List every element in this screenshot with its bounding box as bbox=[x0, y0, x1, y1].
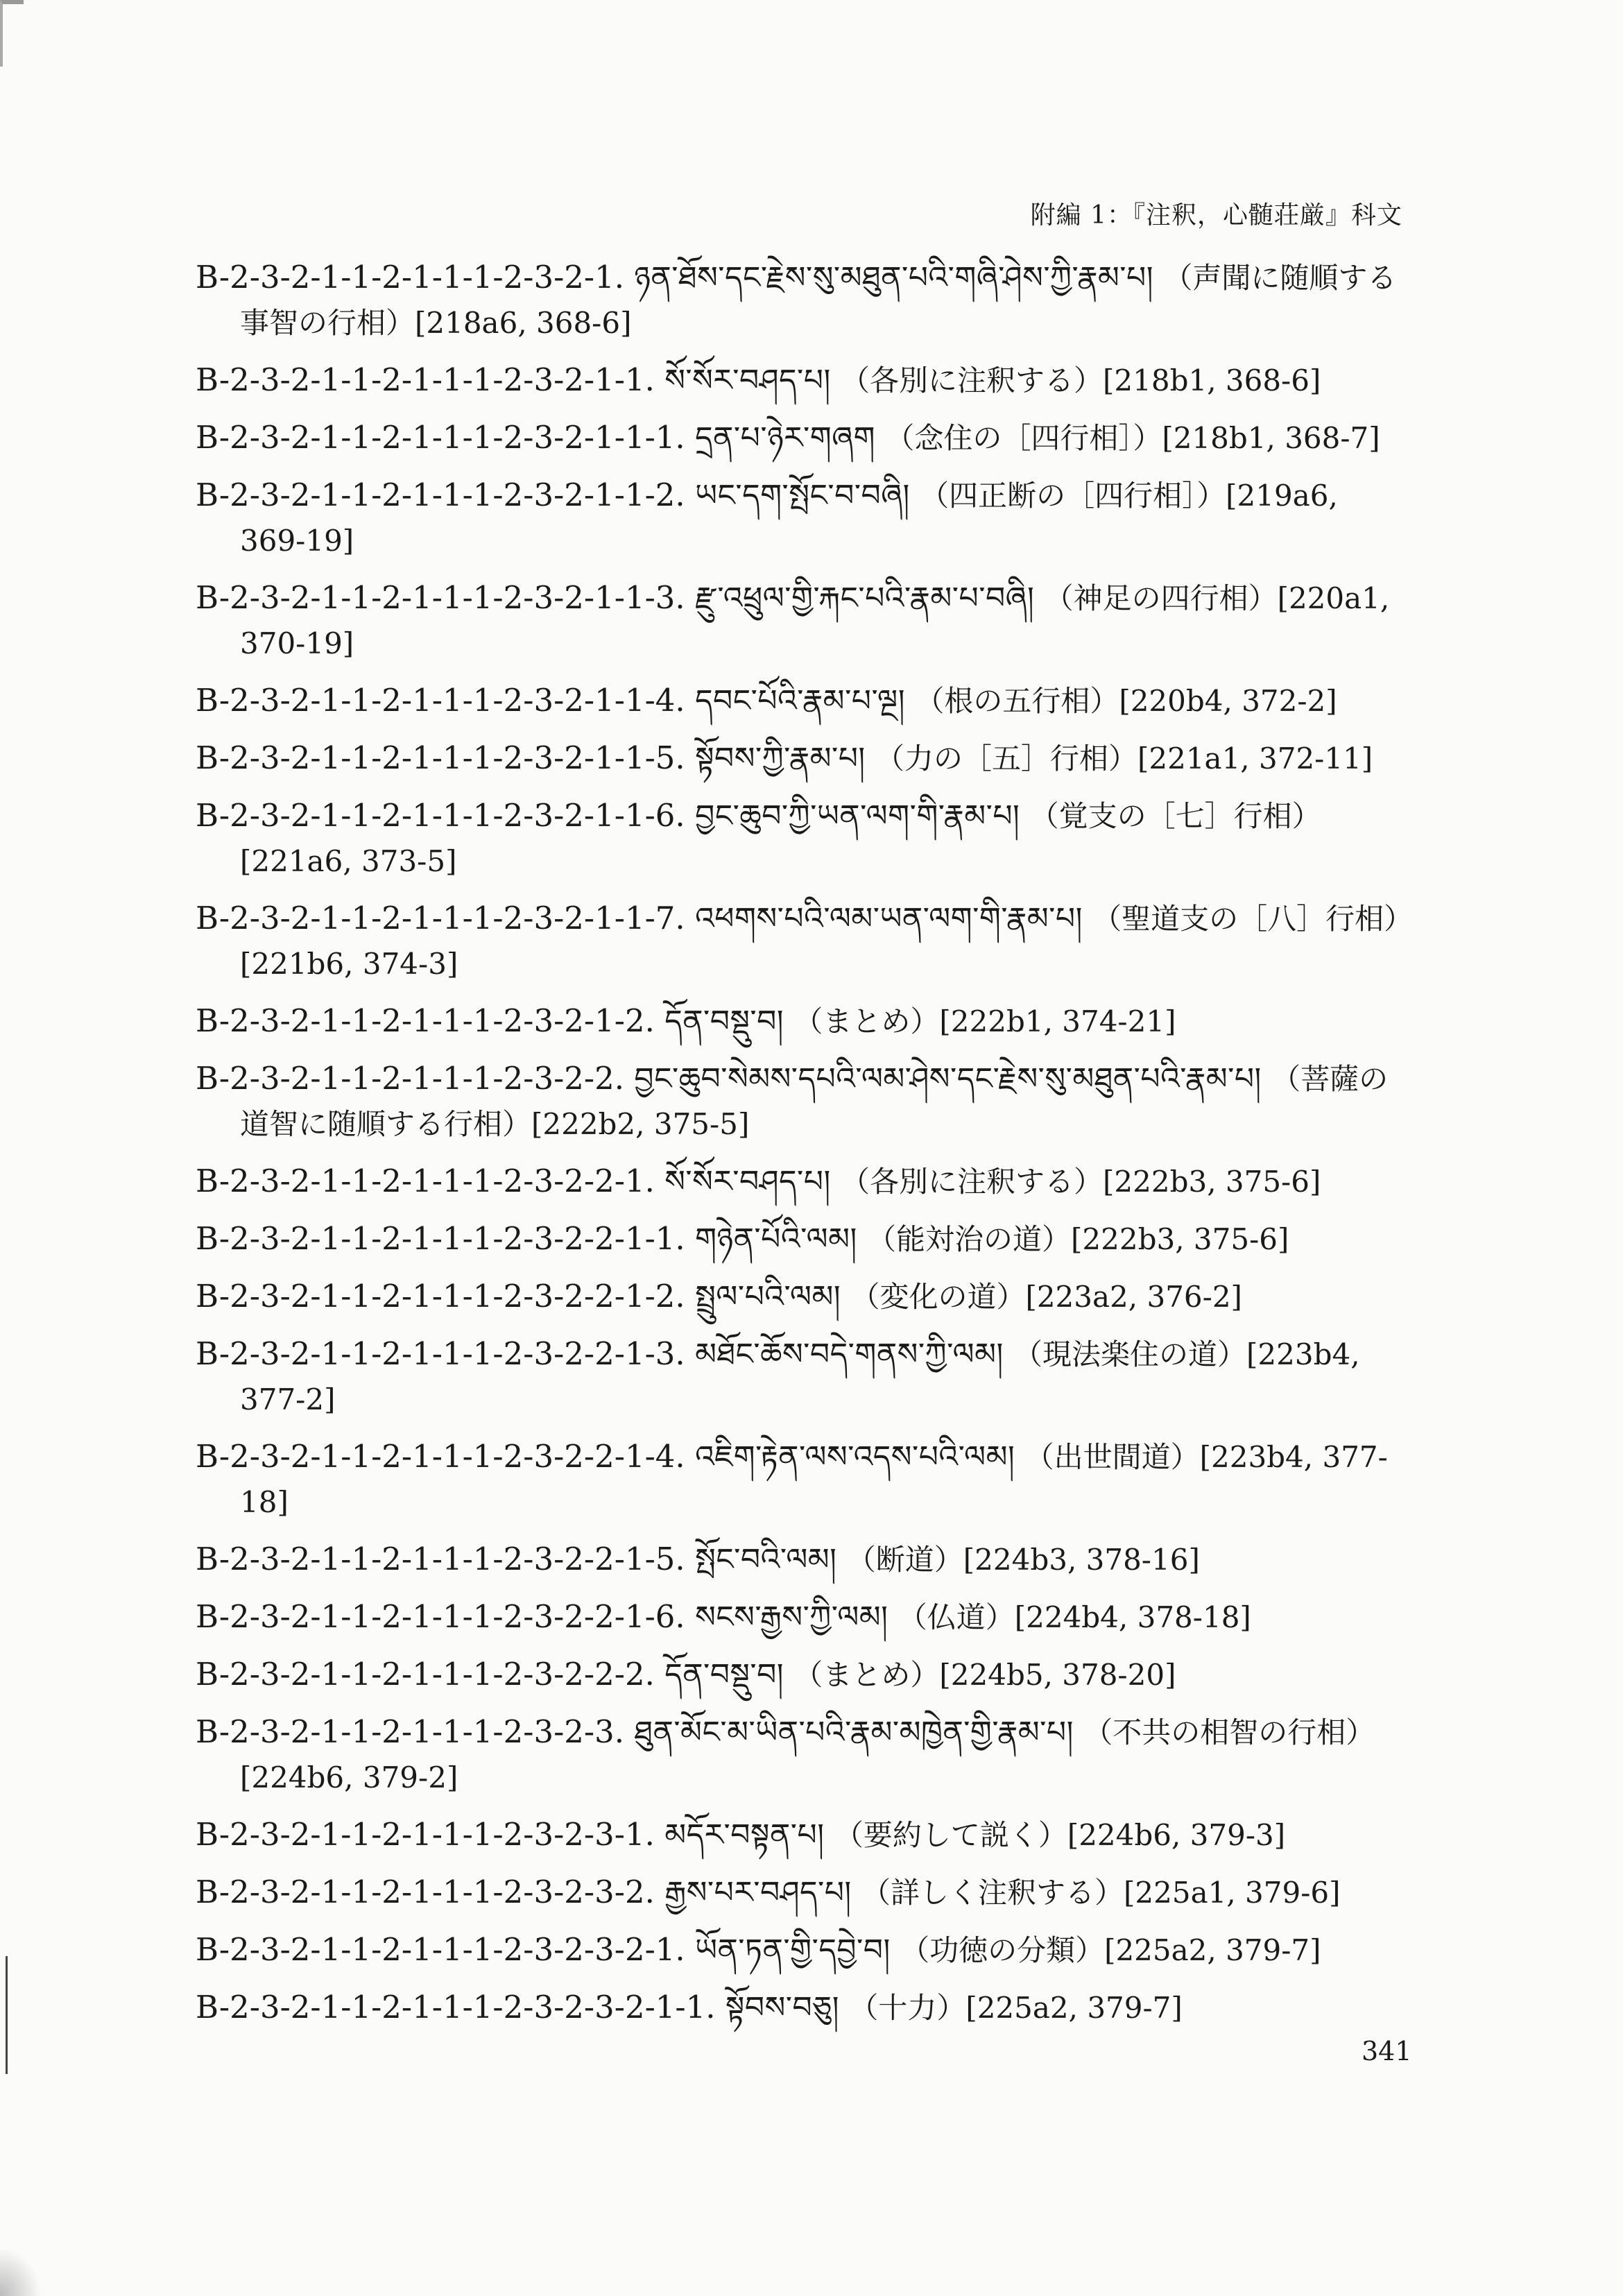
entry-japanese-note: （出世間道）[223b4, 377-18] bbox=[240, 1440, 1388, 1519]
entry-tibetan-title: དོན་བསྡུ་བ། bbox=[664, 1004, 784, 1039]
entry-japanese-note: （詳しく注釈する）[225a1, 379-6] bbox=[861, 1876, 1341, 1910]
outline-entry bbox=[196, 1985, 1402, 2030]
entry-japanese-note: （四正断の［四行相］）[219a6, 369-19] bbox=[240, 479, 1338, 558]
running-header: 附編 1：『注釈，心髄荘厳』科文 bbox=[1030, 201, 1402, 230]
entry-japanese-note: （断道）[224b3, 378-16] bbox=[846, 1543, 1200, 1577]
outline-entry bbox=[196, 678, 1402, 723]
entry-code: B-2-3-2-1-1-2-1-1-1-2-3-2-1-1-3. bbox=[196, 579, 685, 616]
entry-tibetan-title: སྤོང་བའི་ལམ། bbox=[695, 1542, 837, 1577]
entry-tibetan-title: རྫུ་འཕྲུལ་གྱི་རྐང་པའི་རྣམ་པ་བཞི། bbox=[695, 581, 1035, 616]
entry-code: B-2-3-2-1-1-2-1-1-1-2-3-2-1-1-5. bbox=[196, 739, 685, 776]
entry-code: B-2-3-2-1-1-2-1-1-1-2-3-2-2-1-3. bbox=[196, 1335, 685, 1372]
entry-japanese-note: （仏道）[224b4, 378-18] bbox=[898, 1600, 1251, 1634]
scan-corner-mark bbox=[0, 0, 24, 67]
entry-tibetan-title: ཐུན་མོང་མ་ཡིན་པའི་རྣམ་མཁྱེན་གྱི་རྣམ་པ། bbox=[634, 1715, 1074, 1750]
outline-entry bbox=[196, 896, 1402, 986]
outline-entry bbox=[196, 794, 1402, 884]
entry-code: B-2-3-2-1-1-2-1-1-1-2-3-2-3-2. bbox=[196, 1874, 655, 1910]
entry-tibetan-title: ཡང་དག་སྤོང་བ་བཞི། bbox=[695, 478, 910, 513]
scan-smudge bbox=[0, 2247, 42, 2296]
entry-japanese-note: （要約して説く）[224b6, 379-3] bbox=[834, 1818, 1286, 1852]
entry-japanese-note: （まとめ）[222b1, 374-21] bbox=[793, 1004, 1176, 1038]
entry-tibetan-title: བྱང་ཆུབ་ཀྱི་ཡན་ལག་གི་རྣམ་པ། bbox=[695, 798, 1020, 834]
entry-tibetan-title: སངས་རྒྱས་ཀྱི་ལམ། bbox=[695, 1600, 888, 1635]
outline-entry bbox=[196, 1274, 1402, 1319]
entry-tibetan-title: ཡོན་ཏན་གྱི་དབྱེ་བ། bbox=[695, 1933, 891, 1968]
page-number: 341 bbox=[1362, 2036, 1412, 2066]
entry-code: B-2-3-2-1-1-2-1-1-1-2-3-2-2. bbox=[196, 1060, 625, 1097]
entry-code: B-2-3-2-1-1-2-1-1-1-2-3-2-2-1-6. bbox=[196, 1598, 685, 1635]
entry-code: B-2-3-2-1-1-2-1-1-1-2-3-2-1-2. bbox=[196, 1002, 655, 1039]
entry-tibetan-title: རྒྱས་པར་བཤད་པ། bbox=[664, 1875, 852, 1910]
entry-japanese-note: （十力）[225a2, 379-7] bbox=[849, 1991, 1183, 2025]
entry-code: B-2-3-2-1-1-2-1-1-1-2-3-2-2-1-2. bbox=[196, 1278, 685, 1314]
entry-tibetan-title: སོ་སོར་བཤད་པ། bbox=[664, 363, 831, 398]
entry-japanese-note: （覚支の［七］行相）[221a6, 373-5] bbox=[240, 799, 1321, 878]
entry-japanese-note: （現法楽住の道）[223b4, 377-2] bbox=[240, 1337, 1360, 1416]
entry-code: B-2-3-2-1-1-2-1-1-1-2-3-2-3-2-1-1. bbox=[196, 1989, 716, 2025]
entry-japanese-note: （各別に注釈する）[218b1, 368-6] bbox=[841, 363, 1321, 397]
entry-japanese-note: （根の五行相）[220b4, 372-2] bbox=[915, 684, 1337, 718]
entry-code: B-2-3-2-1-1-2-1-1-1-2-3-2-3-2-1. bbox=[196, 1931, 685, 1968]
outline-entry bbox=[196, 1813, 1402, 1858]
entry-tibetan-title: དབང་པོའི་རྣམ་པ་ལྔ། bbox=[695, 683, 906, 719]
entry-tibetan-title: སྟོབས་བཅུ། bbox=[725, 1990, 839, 2025]
entry-code: B-2-3-2-1-1-2-1-1-1-2-3-2-2-1. bbox=[196, 1163, 655, 1199]
entry-code: B-2-3-2-1-1-2-1-1-1-2-3-2-1-1-7. bbox=[196, 900, 685, 936]
entry-japanese-note: （各別に注釈する）[222b3, 375-6] bbox=[841, 1165, 1321, 1199]
outline-entry bbox=[196, 255, 1402, 345]
entry-tibetan-title: མཐོང་ཆོས་བདེ་གནས་ཀྱི་ལམ། bbox=[695, 1337, 1004, 1372]
entry-tibetan-title: དྲན་པ་ཉེར་གཞག bbox=[695, 420, 876, 456]
entry-japanese-note: （神足の四行相）[220a1, 370-19] bbox=[240, 581, 1390, 660]
entry-code: B-2-3-2-1-1-2-1-1-1-2-3-2-3-1. bbox=[196, 1816, 655, 1853]
entry-tibetan-title: དོན་བསྡུ་བ། bbox=[664, 1657, 784, 1693]
entry-japanese-note: （能対治の道）[222b3, 375-6] bbox=[867, 1222, 1289, 1256]
entry-japanese-note: （力の［五］行相）[221a1, 372-11] bbox=[875, 742, 1373, 776]
entry-tibetan-title: སྤྲུལ་པའི་ལམ། bbox=[695, 1279, 841, 1314]
entry-japanese-note: （まとめ）[224b5, 378-20] bbox=[793, 1658, 1176, 1692]
outline-entry bbox=[196, 415, 1402, 461]
entry-code: B-2-3-2-1-1-2-1-1-1-2-3-2-1-1-1. bbox=[196, 419, 685, 456]
entry-code: B-2-3-2-1-1-2-1-1-1-2-3-2-1-1-6. bbox=[196, 797, 685, 834]
outline-entry bbox=[196, 358, 1402, 403]
entry-tibetan-title: མདོར་བསྟན་པ། bbox=[664, 1817, 825, 1853]
scan-edge-line bbox=[6, 1956, 8, 2074]
entry-code: B-2-3-2-1-1-2-1-1-1-2-3-2-2-1-4. bbox=[196, 1438, 685, 1475]
entry-japanese-note: （念住の［四行相］）[218b1, 368-7] bbox=[885, 421, 1380, 455]
entry-japanese-note: （菩薩の道智に随順する行相）[222b2, 375-5] bbox=[240, 1062, 1389, 1141]
entry-japanese-note: （声聞に随順する事智の行相）[218a6, 368-6] bbox=[240, 261, 1397, 340]
outline-entry bbox=[196, 999, 1402, 1044]
outline-entry bbox=[196, 736, 1402, 781]
entry-code: B-2-3-2-1-1-2-1-1-1-2-3-2-2-2. bbox=[196, 1656, 655, 1693]
entry-code: B-2-3-2-1-1-2-1-1-1-2-3-2-1. bbox=[196, 259, 625, 295]
entry-japanese-note: （聖道支の［八］行相）[221b6, 374-3] bbox=[240, 902, 1399, 981]
entry-code: B-2-3-2-1-1-2-1-1-1-2-3-2-1-1-4. bbox=[196, 682, 685, 719]
entry-tibetan-title: ཉན་ཐོས་དང་རྗེས་སུ་མཐུན་པའི་གཞི་ཤེས་ཀྱི་རྣམ་པ། bbox=[634, 260, 1154, 295]
outline-entry bbox=[196, 473, 1402, 563]
entry-tibetan-title: བྱང་ཆུབ་སེམས་དཔའི་ལམ་ཤེས་དང་རྗེས་སུ་མཐུན་པའི་རྣམ་པ། bbox=[634, 1061, 1262, 1097]
outline-entry bbox=[196, 1870, 1402, 1915]
entry-code: B-2-3-2-1-1-2-1-1-1-2-3-2-1-1-2. bbox=[196, 477, 685, 513]
outline-entry bbox=[196, 576, 1402, 666]
entry-tibetan-title: གཉེན་པོའི་ལམ། bbox=[695, 1222, 857, 1257]
outline-entry bbox=[196, 1928, 1402, 1973]
entry-tibetan-title: འཕགས་པའི་ལམ་ཡན་ལག་གི་རྣམ་པ། bbox=[695, 901, 1083, 936]
entry-japanese-note: （変化の道）[223a2, 376-2] bbox=[850, 1280, 1242, 1314]
outline-entry bbox=[196, 1652, 1402, 1697]
outline-entry bbox=[196, 1537, 1402, 1582]
entry-code: B-2-3-2-1-1-2-1-1-1-2-3-2-3. bbox=[196, 1713, 625, 1750]
entry-code: B-2-3-2-1-1-2-1-1-1-2-3-2-2-1-5. bbox=[196, 1541, 685, 1577]
entry-tibetan-title: འཇིག་རྟེན་ལས་འདས་པའི་ལམ། bbox=[695, 1439, 1015, 1475]
outline-list bbox=[196, 255, 1402, 2043]
outline-entry bbox=[196, 1332, 1402, 1422]
entry-japanese-note: （功徳の分類）[225a2, 379-7] bbox=[900, 1933, 1321, 1967]
entry-tibetan-title: སྟོབས་ཀྱི་རྣམ་པ། bbox=[695, 741, 866, 776]
outline-entry bbox=[196, 1056, 1402, 1147]
outline-entry bbox=[196, 1434, 1402, 1525]
outline-entry bbox=[196, 1710, 1402, 1800]
outline-entry bbox=[196, 1217, 1402, 1262]
entry-tibetan-title: སོ་སོར་བཤད་པ། bbox=[664, 1164, 831, 1199]
entry-code: B-2-3-2-1-1-2-1-1-1-2-3-2-1-1. bbox=[196, 361, 655, 398]
entry-japanese-note: （不共の相智の行相）[224b6, 379-2] bbox=[240, 1715, 1375, 1794]
outline-entry bbox=[196, 1595, 1402, 1640]
outline-entry bbox=[196, 1159, 1402, 1204]
entry-code: B-2-3-2-1-1-2-1-1-1-2-3-2-2-1-1. bbox=[196, 1220, 685, 1257]
